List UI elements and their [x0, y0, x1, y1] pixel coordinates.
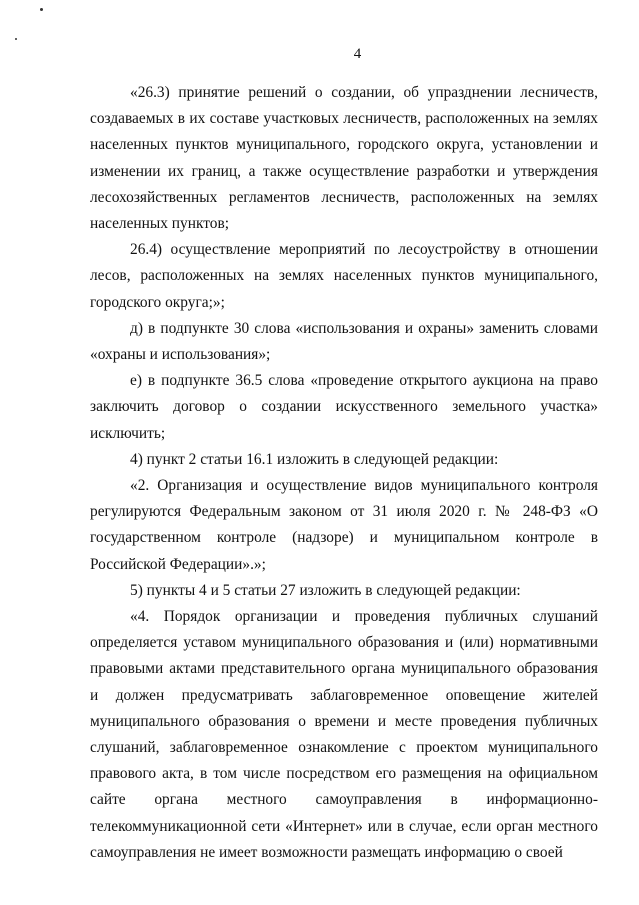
document-body	[90, 80, 598, 866]
paragraph-public-hearings: «4. Порядок организации и проведения публичных слушаний определяется уставом муниципального образования и (или) нормативными правовыми актами представительного органа муниципального образования и должен предусматривать заблаговременное оповещение жителей муниципального образования о времени и месте проведения публичных слушаний, заблаговременное ознакомление с проектом муниципального правового акта, в том числе посредством его размещения на официальном сайте органа местного самоуправления в информационно-телекоммуникационной сети «Интернет» или в случае, если орган местного самоуправления не имеет возможности размещать информацию о своей	[90, 608, 598, 861]
scan-speck	[40, 8, 43, 11]
paragraph-item-5: 5) пункты 4 и 5 статьи 27 изложить в следующей редакции:	[130, 581, 521, 599]
paragraph-item-4: 4) пункт 2 статьи 16.1 изложить в следующей редакции:	[130, 450, 499, 468]
scan-speck	[15, 38, 17, 40]
paragraph-subpoint-d: д) в подпункте 30 слова «использования и охраны» заменить словами «охраны и использования»;	[90, 319, 598, 364]
paragraph-control-regulation: «2. Организация и осуществление видов муниципального контроля регулируются Федеральным законом от 31 июля 2020 г. № 248-ФЗ «О государственном контроле (надзоре) и муниципальном контроле в Российской Федерации».»;	[90, 477, 598, 573]
paragraph-26-3: «26.3) принятие решений о создании, об упразднении лесничеств, создаваемых в их составе участковых лесничеств, расположенных на землях населенных пунктов муниципального, городского округа, установлении и изменении их границ, а также осуществление разработки и утверждения лесохозяйственных регламентов лесничеств, расположенных на землях населенных пунктов;	[90, 84, 598, 233]
paragraph-26-4: 26.4) осуществление мероприятий по лесоустройству в отношении лесов, расположенных на землях населенных пунктов муниципального, городского округа;»;	[90, 241, 598, 311]
page-number: 4	[353, 46, 362, 62]
paragraph-subpoint-e: е) в подпункте 36.5 слова «проведение открытого аукциона на право заключить договор о создании искусственного земельного участка» исключить;	[90, 372, 598, 442]
